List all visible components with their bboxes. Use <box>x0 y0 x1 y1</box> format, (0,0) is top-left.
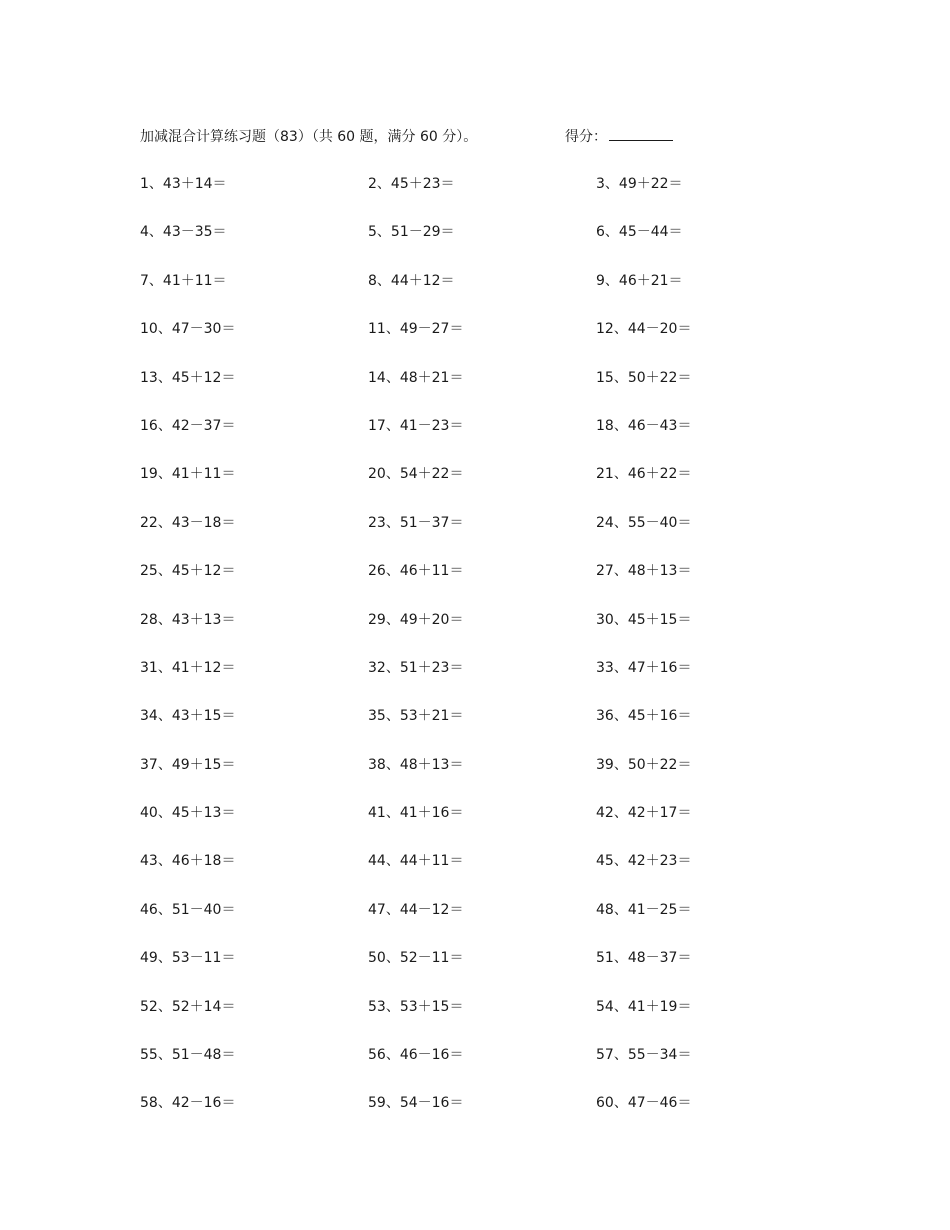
problem-item: 60、47－46＝ <box>596 1095 692 1112</box>
problem-item: 22、43－18＝ <box>140 514 236 531</box>
problem-item: 38、48＋13＝ <box>368 756 464 773</box>
problem-item: 26、46＋11＝ <box>368 563 464 580</box>
problem-item: 2、45＋23＝ <box>368 176 455 192</box>
worksheet-title: 加减混合计算练习题（83）（共 60 题，满分 60 分）。 <box>140 129 478 145</box>
worksheet-header <box>140 126 760 148</box>
problem-item: 51、48－37＝ <box>596 950 692 967</box>
score-field <box>565 126 673 148</box>
problem-item: 53、53＋15＝ <box>368 998 464 1015</box>
problem-item: 46、51－40＝ <box>140 901 236 918</box>
problem-item: 45、42＋23＝ <box>596 853 692 870</box>
problem-item: 7、41＋11＝ <box>140 272 227 289</box>
problem-item: 33、47＋16＝ <box>596 659 692 676</box>
problem-item: 27、48＋13＝ <box>596 563 692 580</box>
problem-item: 14、48＋21＝ <box>368 369 464 386</box>
problem-item: 20、54＋22＝ <box>368 466 464 483</box>
problem-item: 47、44－12＝ <box>368 901 464 918</box>
problem-item: 12、44－20＝ <box>596 321 692 338</box>
score-label: 得分： <box>565 129 607 145</box>
score-blank-line <box>609 126 673 141</box>
problem-item: 10、47－30＝ <box>140 321 236 338</box>
problem-item: 58、42－16＝ <box>140 1095 236 1112</box>
problem-item: 31、41＋12＝ <box>140 659 236 676</box>
problem-item: 56、46－16＝ <box>368 1047 464 1064</box>
problem-item: 39、50＋22＝ <box>596 756 692 773</box>
problem-item: 43、46＋18＝ <box>140 853 236 870</box>
problem-item: 34、43＋15＝ <box>140 708 236 725</box>
problem-item: 48、41－25＝ <box>596 901 692 918</box>
problem-item: 6、45－44＝ <box>596 224 683 241</box>
problem-item: 11、49－27＝ <box>368 321 464 338</box>
problem-item: 3、49＋22＝ <box>596 176 683 192</box>
problem-item: 4、43－35＝ <box>140 224 227 241</box>
problem-item: 25、45＋12＝ <box>140 563 236 580</box>
problem-item: 15、50＋22＝ <box>596 369 692 386</box>
problem-item: 36、45＋16＝ <box>596 708 692 725</box>
problem-item: 55、51－48＝ <box>140 1047 236 1064</box>
problem-item: 42、42＋17＝ <box>596 805 692 822</box>
problem-item: 49、53－11＝ <box>140 950 236 967</box>
problem-item: 50、52－11＝ <box>368 950 464 967</box>
problem-grid <box>140 172 760 1140</box>
problem-item: 52、52＋14＝ <box>140 998 236 1015</box>
problem-item: 23、51－37＝ <box>368 514 464 531</box>
problem-item: 59、54－16＝ <box>368 1095 464 1112</box>
problem-item: 57、55－34＝ <box>596 1047 692 1064</box>
problem-item: 1、43＋14＝ <box>140 176 227 192</box>
problem-item: 35、53＋21＝ <box>368 708 464 725</box>
problem-item: 9、46＋21＝ <box>596 272 683 289</box>
problem-item: 18、46－43＝ <box>596 417 692 434</box>
problem-item: 54、41＋19＝ <box>596 998 692 1015</box>
problem-item: 5、51－29＝ <box>368 224 455 241</box>
problem-item: 19、41＋11＝ <box>140 466 236 483</box>
problem-item: 32、51＋23＝ <box>368 659 464 676</box>
problem-item: 41、41＋16＝ <box>368 805 464 822</box>
problem-item: 28、43＋13＝ <box>140 611 236 628</box>
problem-item: 24、55－40＝ <box>596 514 692 531</box>
problem-item: 40、45＋13＝ <box>140 805 236 822</box>
problem-item: 17、41－23＝ <box>368 417 464 434</box>
problem-item: 29、49＋20＝ <box>368 611 464 628</box>
problem-item: 13、45＋12＝ <box>140 369 236 386</box>
problem-item: 8、44＋12＝ <box>368 272 455 289</box>
problem-item: 44、44＋11＝ <box>368 853 464 870</box>
problem-item: 21、46＋22＝ <box>596 466 692 483</box>
problem-item: 16、42－37＝ <box>140 417 236 434</box>
problem-item: 30、45＋15＝ <box>596 611 692 628</box>
problem-item: 37、49＋15＝ <box>140 756 236 773</box>
